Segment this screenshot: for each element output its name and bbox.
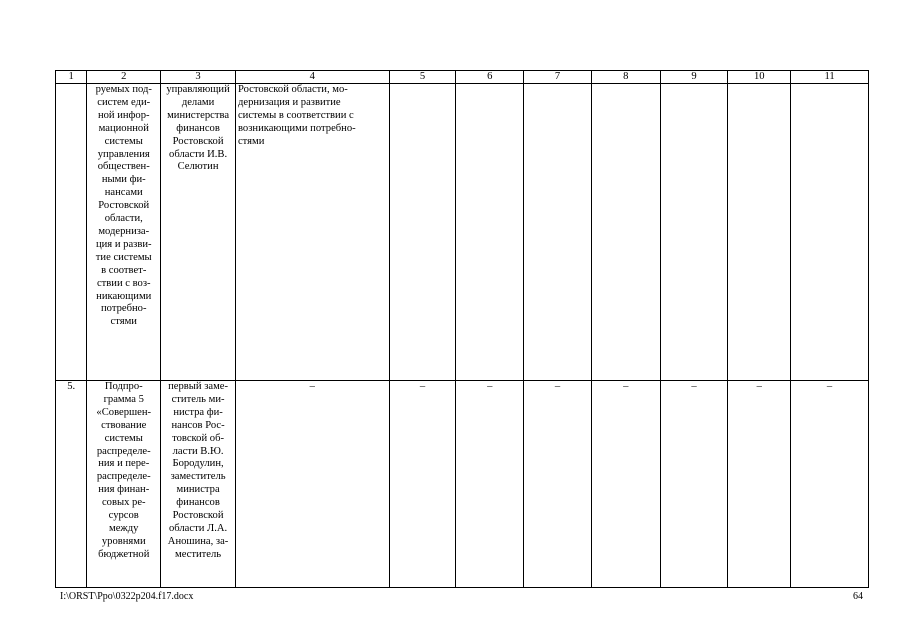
cell-text-line: министерства — [167, 109, 230, 121]
row-b-dash-cell-8: – — [591, 381, 660, 588]
row-b-dash-cell-9: – — [660, 381, 728, 588]
cell-text-line: «Совершен- — [96, 406, 152, 418]
cell-text-line: ствование — [101, 419, 147, 431]
header-cell-7: 7 — [524, 71, 592, 84]
cell-text-line: потребно- — [101, 303, 147, 315]
cell-text-line: стями — [110, 316, 137, 328]
cell-text-line: Ростовской — [98, 200, 150, 212]
row-b-responsible-cell — [161, 381, 236, 588]
cell-text-line: систем еди- — [97, 96, 151, 108]
row-a-cell-6 — [456, 84, 524, 381]
table-row — [56, 84, 869, 381]
row-b-dash-cell-11: – — [791, 381, 869, 588]
cell-text-line: ласти В.Ю. — [172, 445, 224, 457]
row-a-cell-9 — [660, 84, 728, 381]
cell-text-line: бюджетной — [98, 548, 150, 560]
cell-text-line: системы в соответствии с — [237, 109, 354, 121]
table-row — [56, 381, 869, 588]
cell-text-line: системы — [104, 135, 143, 147]
cell-text-line: финансов — [176, 122, 220, 134]
cell-text-line: уровнями — [101, 535, 146, 547]
cell-text-line: управляющий — [166, 84, 230, 95]
footer-file-path: I:\ORST\Ppo\0322p204.f17.docx — [60, 591, 194, 602]
cell-text-line: руемых под- — [95, 84, 152, 95]
header-cell-8: 8 — [591, 71, 660, 84]
cell-text-line: нансами — [104, 187, 143, 199]
header-cell-5: 5 — [389, 71, 456, 84]
header-cell-4: 4 — [235, 71, 389, 84]
cell-text-line: делами — [181, 96, 215, 108]
cell-text-line: ния и пере- — [98, 458, 150, 470]
cell-text-line: стями — [237, 135, 265, 147]
row-b-dash-cell-6: – — [456, 381, 524, 588]
cell-text-line: возникающими потребно- — [237, 122, 356, 134]
row-b-dash-cell-7: – — [524, 381, 592, 588]
cell-text-line: финансов — [176, 497, 220, 509]
cell-text-line: Бородулин, — [172, 458, 224, 470]
row-b-dash-cell-5: – — [389, 381, 456, 588]
cell-text-line: грамма 5 — [103, 393, 144, 405]
header-cell-3: 3 — [161, 71, 236, 84]
cell-text-line: между — [109, 522, 139, 534]
row-a-cell-10 — [728, 84, 791, 381]
row-a-program-cell — [87, 84, 161, 381]
row-a-cell-7 — [524, 84, 592, 381]
cell-text-line: ными фи- — [101, 174, 146, 186]
header-cell-6: 6 — [456, 71, 524, 84]
cell-text-line: нансов Рос- — [171, 419, 225, 431]
row-b-dash-cell-4: – — [235, 381, 389, 588]
cell-text-line: области, — [104, 213, 143, 225]
cell-text-line: Подпро- — [104, 381, 143, 392]
cell-text-line: тие системы — [95, 251, 152, 263]
footer-page-number: 64 — [853, 591, 863, 602]
row-b-dash-cell-10: – — [728, 381, 791, 588]
cell-text-line: дернизация и развитие — [237, 96, 341, 108]
cell-text-line: заместитель — [170, 471, 226, 483]
cell-text-line: сурсов — [108, 510, 139, 522]
cell-text-line: нистра фи- — [173, 406, 223, 418]
row-a-cell-8 — [591, 84, 660, 381]
cell-text-line: Ростовской — [172, 135, 224, 147]
cell-text-line: первый заме- — [168, 381, 229, 392]
row-a-number-cell — [56, 84, 87, 381]
cell-text-line: в соответ- — [101, 264, 147, 276]
row-a-description-cell — [235, 84, 389, 381]
cell-text-line: Селютин — [177, 161, 219, 173]
cell-text-line: области И.В. — [169, 148, 228, 160]
row-a-cell-5 — [389, 84, 456, 381]
cell-text-line: управления — [97, 148, 150, 160]
cell-text-line: товской об- — [172, 432, 224, 444]
cell-text-line: ной инфор- — [97, 109, 150, 121]
cell-text-line: обществен- — [97, 161, 150, 173]
cell-text-line: никающими — [96, 290, 152, 302]
header-cell-9: 9 — [660, 71, 728, 84]
cell-text-line: области Л.А. — [168, 522, 228, 534]
row-a-responsible-cell — [161, 84, 236, 381]
cell-text-line: Аношина, за- — [167, 535, 229, 547]
cell-text-line: ния финан- — [98, 484, 150, 496]
cell-text-line: системы — [104, 432, 143, 444]
header-cell-10: 10 — [728, 71, 791, 84]
cell-text-line: ция и разви- — [95, 238, 152, 250]
cell-text-line: ствии с воз- — [96, 277, 151, 289]
cell-text-line: Ростовской — [172, 510, 224, 522]
cell-text-line: совых ре- — [101, 497, 146, 509]
table-header-row — [56, 71, 869, 84]
cell-text-line: меститель — [175, 548, 222, 560]
cell-text-line: министра — [176, 484, 220, 496]
row-b-program-cell — [87, 381, 161, 588]
cell-text-line: ститель ми- — [171, 393, 225, 405]
cell-text-line: Ростовской области, мо- — [237, 84, 348, 95]
header-cell-2: 2 — [87, 71, 161, 84]
row-a-cell-11 — [791, 84, 869, 381]
cell-text-line: модерниза- — [98, 225, 150, 237]
header-cell-1: 1 — [56, 71, 87, 84]
cell-text-line: распределе- — [96, 445, 151, 457]
cell-text-line: распределе- — [96, 471, 151, 483]
row-b-number-cell: 5. — [56, 381, 87, 588]
cell-text-line: мационной — [98, 122, 149, 134]
document-table — [55, 70, 869, 588]
header-cell-11: 11 — [791, 71, 869, 84]
